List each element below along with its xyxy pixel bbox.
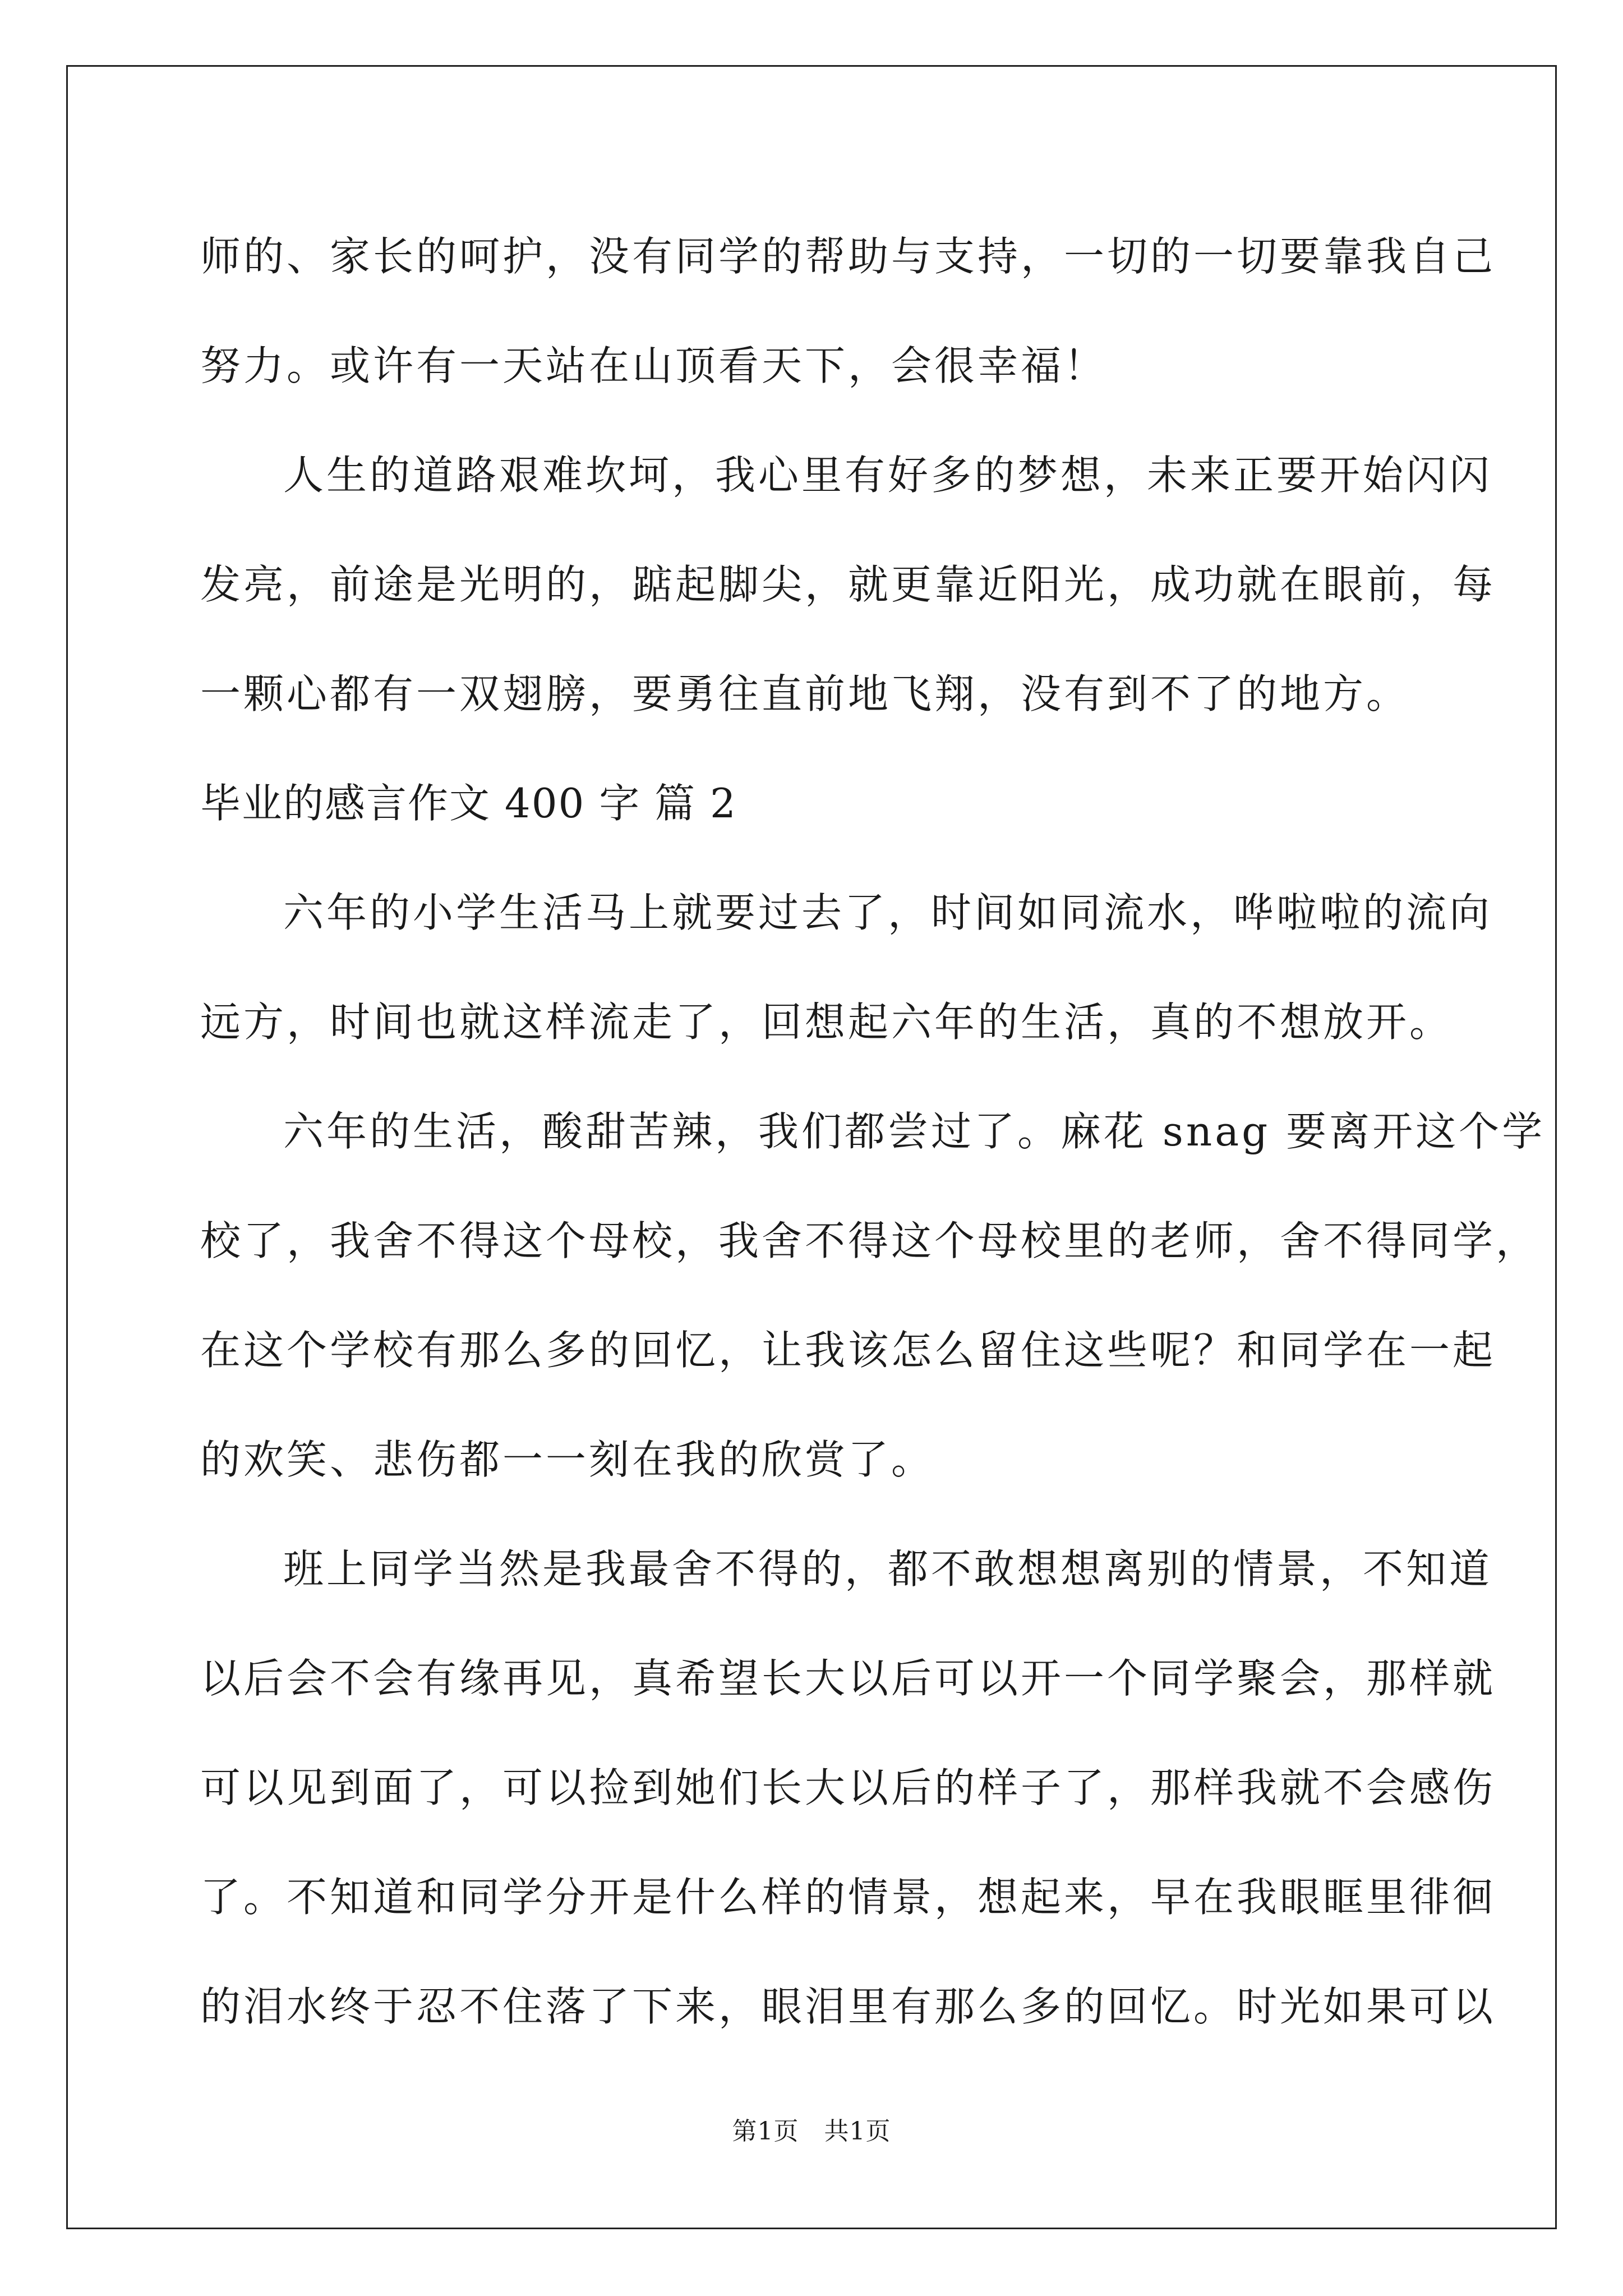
text-line: 在这个学校有那么多的回忆，让我该怎么留住这些呢？和同学在一起 (200, 1327, 1496, 1374)
text-line: 可以见到面了，可以捡到她们长大以后的样子了，那样我就不会感伤 (200, 1764, 1496, 1811)
text-line: 一颗心都有一双翅膀，要勇往直前地飞翔，没有到不了的地方。 (200, 670, 1410, 717)
text-line: 了。不知道和同学分开是什么样的情景，想起来，早在我眼眶里徘徊 (200, 1874, 1496, 1921)
text-line: 的欢笑、悲伤都一一刻在我的欣赏了。 (200, 1436, 935, 1483)
document-body (200, 202, 1546, 2062)
text-line: 师的、家长的呵护，没有同学的帮助与支持，一切的一切要靠我自己 (200, 233, 1496, 280)
section-heading: 毕业的感言作文 400 字 篇 2 (200, 780, 737, 827)
text-line: 努力。或许有一天站在山顶看天下，会很幸福！ (200, 342, 1108, 389)
text-line: 发亮，前途是光明的，踮起脚尖，就更靠近阳光，成功就在眼前，每 (200, 561, 1496, 608)
text-line: 校了，我舍不得这个母校，我舍不得这个母校里的老师，舍不得同学， (200, 1217, 1539, 1264)
paragraph-start-line: 六年的小学生活马上就要过去了，时间如同流水，哗啦啦的流向 (283, 889, 1493, 936)
text-line: 的泪水终于忍不住落了下来，眼泪里有那么多的回忆。时光如果可以 (200, 1983, 1496, 2030)
paragraph-start-line: 班上同学当然是我最舍不得的，都不敢想想离别的情景，不知道 (283, 1545, 1493, 1593)
page-number-footer: 第1页 共1页 (732, 2117, 891, 2146)
paragraph-start-line: 六年的生活，酸甜苦辣，我们都尝过了。麻花 snag 要离开这个学 (283, 1108, 1546, 1155)
text-line: 远方，时间也就这样流走了，回想起六年的生活，真的不想放开。 (200, 999, 1453, 1046)
paragraph-start-line: 人生的道路艰难坎坷，我心里有好多的梦想，未来正要开始闪闪 (283, 452, 1493, 499)
text-line: 以后会不会有缘再见，真希望长大以后可以开一个同学聚会，那样就 (200, 1655, 1496, 1702)
